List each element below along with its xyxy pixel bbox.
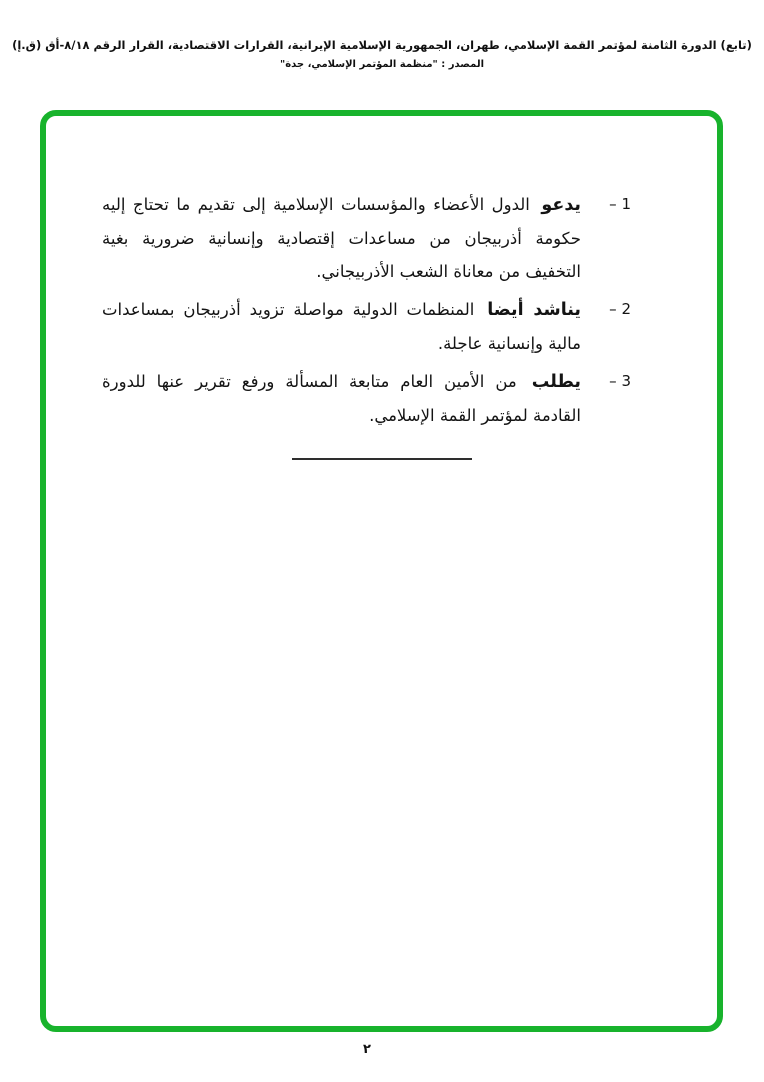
content-border-frame <box>40 110 723 1032</box>
item-number-3: 3 – <box>609 372 631 390</box>
resolution-item-1 <box>102 188 631 288</box>
document-footer <box>0 1042 734 1057</box>
separator-line <box>292 458 472 460</box>
document-header-source: المصدر : "منظمة المؤتمر الإسلامي، جدة" <box>279 59 484 70</box>
item-lead-1: يدعو <box>541 195 581 215</box>
document-header-title: (تابع) الدورة الثامنة لمؤتمر القمة الإسلامي، طهران، الجمهورية الإسلامية الإيرانية، القرارات الاقتصادية، القرار الرقم ٨/١٨-أق (ق.إ) <box>12 38 752 52</box>
item-number-1: 1 – <box>609 195 631 213</box>
item-body-2 <box>102 293 581 360</box>
item-body-3 <box>102 365 581 432</box>
item-body-1 <box>102 188 581 288</box>
resolution-item-2 <box>102 293 631 360</box>
item-text-3: من الأمين العام متابعة المسألة ورفع تقرير عنها للدورة القادمة لمؤتمر القمة الإسلامي. <box>102 372 581 425</box>
item-lead-2: يناشد أيضا <box>487 300 581 320</box>
item-lead-3: يطلب <box>531 372 581 392</box>
item-text-2: المنظمات الدولية مواصلة تزويد أذربيجان بمساعدات مالية وإنسانية عاجلة. <box>102 300 581 353</box>
page-number: ٢ <box>363 1042 371 1057</box>
item-number-2: 2 – <box>609 300 631 318</box>
resolution-list <box>102 188 631 432</box>
resolution-item-3 <box>102 365 631 432</box>
document-header <box>0 38 764 70</box>
item-text-1: الدول الأعضاء والمؤسسات الإسلامية إلى تقديم ما تحتاج إليه حكومة أذربيجان من مساعدات إقتصادية وإنسانية ضرورية بغية التخفيف من معاناة الشعب الأذربيجاني. <box>102 195 581 281</box>
